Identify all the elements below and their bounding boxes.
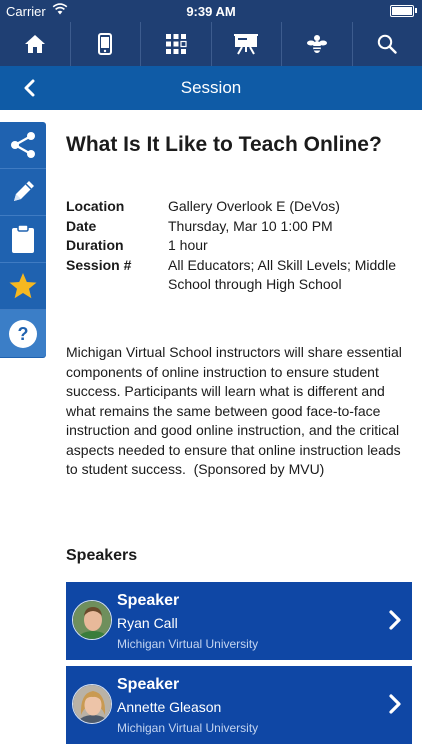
- battery-tip: [415, 8, 417, 13]
- title-bar: [0, 66, 422, 110]
- detail-value: Gallery Overlook E (DeVos): [168, 198, 340, 214]
- search-icon: [377, 34, 397, 54]
- detail-value: All Educators; All Skill Levels; Middle School through High School: [168, 256, 396, 292]
- favorite-button[interactable]: [0, 263, 46, 310]
- nav-search-button[interactable]: [353, 22, 422, 66]
- share-icon: [8, 130, 38, 160]
- session-details: [66, 197, 412, 295]
- detail-row-duration: [66, 236, 412, 256]
- nav-bee-button[interactable]: [282, 22, 353, 66]
- star-icon: [8, 271, 38, 301]
- speaker-role: Speaker: [117, 676, 180, 693]
- side-action-rail: [0, 122, 46, 358]
- help-icon: [7, 318, 39, 350]
- avatar: [72, 600, 112, 640]
- detail-label: Duration: [66, 237, 124, 253]
- help-button[interactable]: [0, 310, 46, 357]
- clipboard-icon: [11, 224, 35, 254]
- detail-value: Thursday, Mar 10 1:00 PM: [168, 217, 333, 234]
- chevron-right-icon: [388, 609, 402, 631]
- mobile-device-icon: [98, 33, 112, 55]
- nav-presentation-button[interactable]: [212, 22, 283, 66]
- detail-value: 1 hour: [168, 237, 208, 253]
- top-nav: [0, 22, 422, 66]
- speakers-heading: Speakers: [66, 547, 138, 564]
- notes-button[interactable]: [0, 169, 46, 216]
- detail-row-date: [66, 217, 412, 237]
- detail-label: Date: [66, 217, 97, 234]
- detail-row-session-number: [66, 256, 412, 295]
- speaker-name: Annette Gleason: [117, 699, 222, 715]
- page-title: Session: [180, 78, 242, 97]
- survey-button[interactable]: [0, 216, 46, 263]
- speaker-card[interactable]: [66, 666, 412, 744]
- speaker-name: Ryan Call: [117, 615, 178, 631]
- speaker-org: Michigan Virtual University: [117, 721, 259, 735]
- speaker-org: Michigan Virtual University: [117, 637, 259, 651]
- home-icon: [24, 34, 46, 54]
- speaker-role: Speaker: [117, 592, 180, 609]
- detail-label: Location: [66, 198, 125, 214]
- status-bar: [0, 0, 422, 22]
- grid-icon: [165, 33, 187, 55]
- avatar: [72, 684, 112, 724]
- session-title: What Is It Like to Teach Online?: [66, 133, 382, 156]
- battery-icon: [390, 5, 414, 17]
- chevron-right-icon: [388, 693, 402, 715]
- presentation-board-icon: [234, 33, 258, 55]
- pencil-icon: [9, 178, 37, 206]
- detail-label: Session #: [66, 256, 132, 273]
- bee-icon: [306, 33, 328, 55]
- speaker-card[interactable]: [66, 582, 412, 660]
- session-description: Michigan Virtual School instructors will share essential components of online instruction to ensure student success. Participants will learn what is different and what remains the same between good face-to-face instruction and good online instruction, and the critical aspects needed to ensure that online instruction leads to student success. (Sponsored by MVU): [66, 344, 406, 477]
- carrier-label: Carrier: [6, 4, 46, 19]
- detail-row-location: [66, 197, 412, 217]
- help-glyph: ?: [17, 323, 29, 344]
- share-button[interactable]: [0, 122, 46, 169]
- clock: 9:39 AM: [186, 4, 236, 19]
- nav-mobile-button[interactable]: [71, 22, 142, 66]
- nav-home-button[interactable]: [0, 22, 71, 66]
- nav-grid-button[interactable]: [141, 22, 212, 66]
